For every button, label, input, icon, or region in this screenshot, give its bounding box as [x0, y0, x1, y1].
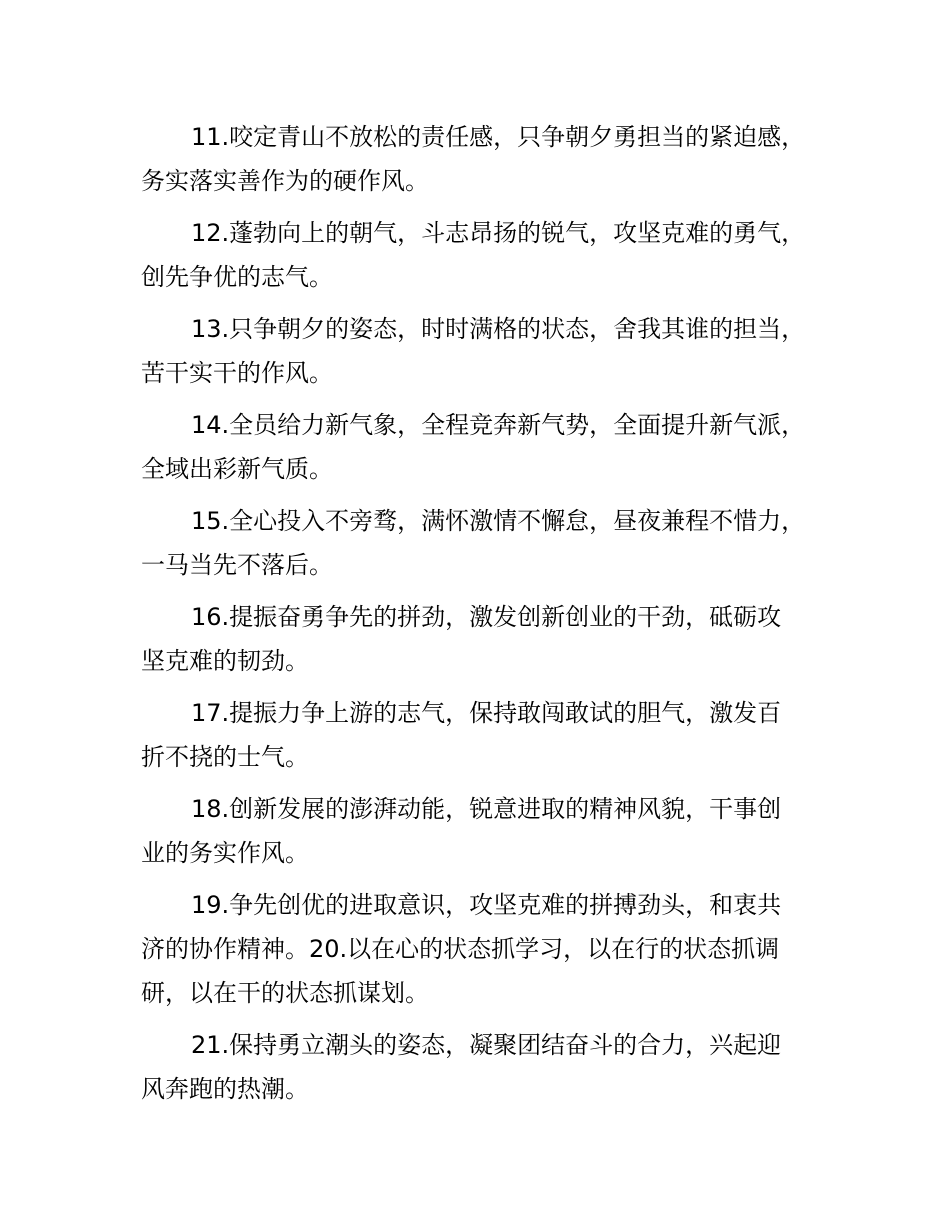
paragraph-line: 21.保持勇立潮头的姿态，凝聚团结奋斗的合力，兴起迎 — [191, 1031, 782, 1059]
paragraph-line: 折不挠的士气。 — [141, 743, 309, 771]
paragraph — [141, 595, 841, 683]
paragraph-line: 18.创新发展的澎湃动能，锐意进取的精神风貌，干事创 — [191, 795, 782, 823]
paragraph-line: 创先争优的志气。 — [141, 263, 333, 291]
paragraph-line: 务实落实善作为的硬作风。 — [141, 167, 429, 195]
paragraph — [141, 1023, 841, 1111]
paragraph-line: 15.全心投入不旁骛，满怀激情不懈怠，昼夜兼程不惜力， — [191, 507, 806, 535]
paragraph — [141, 499, 841, 587]
paragraph-line: 研，以在干的状态抓谋划。 — [141, 979, 429, 1007]
paragraph-line: 14.全员给力新气象，全程竞奔新气势，全面提升新气派， — [191, 411, 806, 439]
paragraph-line: 苦干实干的作风。 — [141, 359, 333, 387]
paragraph-line: 业的务实作风。 — [141, 839, 309, 867]
paragraph-line: 坚克难的韧劲。 — [141, 647, 309, 675]
paragraph — [141, 403, 841, 491]
paragraph-line: 16.提振奋勇争先的拼劲，激发创新创业的干劲，砥砺攻 — [191, 603, 782, 631]
paragraph-line: 济的协作精神。20.以在心的状态抓学习，以在行的状态抓调 — [141, 935, 780, 963]
paragraph-line: 11.咬定青山不放松的责任感，只争朝夕勇担当的紧迫感， — [191, 123, 806, 151]
paragraph-line: 风奔跑的热潮。 — [141, 1075, 309, 1103]
paragraph-line: 13.只争朝夕的姿态，时时满格的状态，舍我其谁的担当， — [191, 315, 806, 343]
paragraph — [141, 115, 841, 203]
paragraph-line: 19.争先创优的进取意识，攻坚克难的拼搏劲头，和衷共 — [191, 891, 782, 919]
paragraph — [141, 883, 841, 1015]
paragraph-line: 一马当先不落后。 — [141, 551, 333, 579]
paragraph-line: 17.提振力争上游的志气，保持敢闯敢试的胆气，激发百 — [191, 699, 782, 727]
document-body — [141, 115, 841, 1119]
paragraph — [141, 787, 841, 875]
paragraph — [141, 307, 841, 395]
paragraph-line: 全域出彩新气质。 — [141, 455, 333, 483]
paragraph — [141, 691, 841, 779]
paragraph-line: 12.蓬勃向上的朝气，斗志昂扬的锐气，攻坚克难的勇气， — [191, 219, 806, 247]
paragraph — [141, 211, 841, 299]
